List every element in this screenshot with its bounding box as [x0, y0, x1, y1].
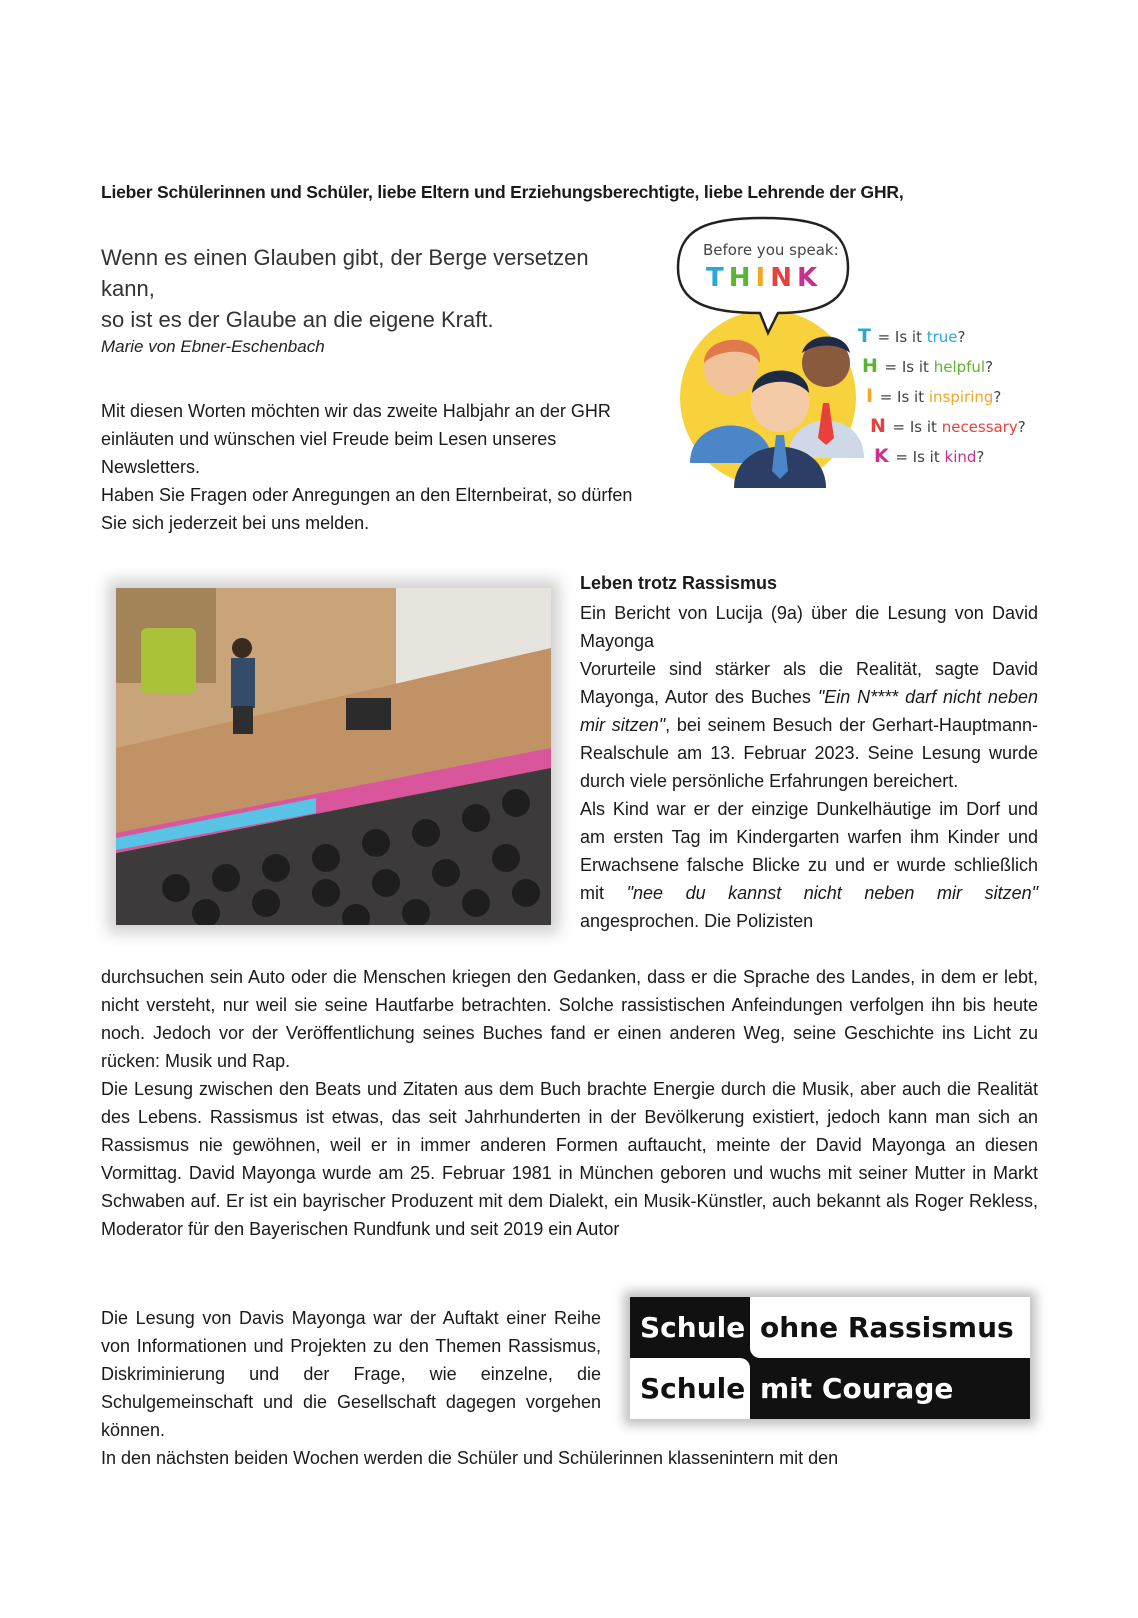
salutation: Lieber Schülerinnen und Schüler, liebe Eltern und Erziehungsberechtigte, liebe Lehrende der GHR, [101, 182, 904, 202]
event-photo [116, 588, 551, 925]
quote-citation: "nee du kannst nicht neben mir sitzen" [626, 883, 1038, 903]
think-letter: I [755, 263, 771, 293]
think-list-item: I = Is it inspiring? [866, 385, 1002, 407]
intro-text [101, 397, 641, 537]
article-text: , bei seinem Besuch der Gerhart-Hauptmann-Realschule am 13. Februar 2023. Seine Lesung wurde durch viele persönliche Erfahrungen bereichert. [580, 715, 1038, 791]
followup-last-line: In den nächsten beiden Wochen werden die Schüler und Schülerinnen klassenintern mit den [101, 1448, 839, 1468]
think-list [858, 325, 1038, 475]
article-text: Als Kind war er der einzige Dunkelhäutige im Dorf und am ersten Tag im Kindergarten warfen ihm Kinder und Erwachsene falsche Blicke zu und er wurde schließlich mit [580, 799, 1038, 903]
article-paragraph: durchsuchen sein Auto oder die Menschen kriegen den Gedanken, dass er die Sprache des Landes, in dem er lebt, nicht versteht, nur weil sie seine Hautfarbe betrachten. Solche rassistischen Anfeindungen verfolgen ihn bis heute noch. Jedoch vor der Veröffentlichung seines Buches fand er einen anderen Weg, seine Geschichte ins Licht zu rücken: Musik und Rap. [101, 967, 1038, 1071]
book-title: "Ein N**** darf nicht neben mir sitzen" [580, 687, 1038, 735]
think-letter: T [706, 263, 729, 293]
article-text: Vorurteile sind stärker als die Realität, sagte David Mayonga, Autor des Buches [580, 659, 1038, 707]
article-text: angesprochen. Die Polizisten [580, 911, 814, 931]
think-list-item: N = Is it necessary? [870, 415, 1026, 437]
think-graphic [668, 213, 1038, 493]
article-paragraph [580, 795, 1038, 935]
article-column [580, 599, 1038, 935]
article-title: Leben trotz Rassismus [580, 573, 778, 593]
followup-paragraph: Die Lesung von Davis Mayonga war der Auftakt einer Reihe von Informationen und Projekten zu den Themen Rassismus, Diskriminierung und der Frage, wie einzelne, die Schulgemeinschaft und die Gesellschaft dagegen vorgehen können. [101, 1308, 601, 1440]
logo-word: mit Courage [750, 1358, 1030, 1419]
think-list-item: T = Is it true? [858, 325, 966, 347]
article-byline: Ein Bericht von Lucija (9a) über die Lesung von David Mayonga [580, 603, 1038, 651]
logo-word: Schule [630, 1297, 750, 1358]
schule-ohne-rassismus-logo [630, 1297, 1030, 1419]
think-letter: K [796, 263, 823, 293]
article-continuation [101, 963, 1038, 1243]
quote-author: Marie von Ebner-Eschenbach [101, 337, 325, 356]
article-paragraph: Die Lesung zwischen den Beats und Zitaten aus dem Buch brachte Energie durch die Musik, aber auch die Realität des Lebens. Rassismus ist etwas, das seit Jahrhunderten in der Bevölkerung existiert, jedoch kann man sich an Rassismus nie gewöhnen, weil er in immer anderen Formen auftaucht, meinte der David Mayonga an diesen Vormittag. David Mayonga wurde am 25. Februar 1981 in München geboren und wuchs mit seiner Mutter in Markt Schwaben auf. Er ist ein bayrischer Produzent mit dem Dialekt, ein Musik-Künstler, auch bekannt als Roger Rekless, Moderator für den Bayerischen Rundfunk und seit 2019 ein Autor [101, 1079, 1038, 1239]
think-list-item: K = Is it kind? [874, 445, 985, 467]
quote-line: Wenn es einen Glauben gibt, der Berge versetzen [101, 245, 589, 270]
think-letter: N [770, 263, 797, 293]
think-bubble-text: Before you speak: [703, 241, 839, 259]
followup-text [101, 1304, 601, 1444]
quote-line: so ist es der Glaube an die eigene Kraft. [101, 307, 494, 332]
think-word [706, 263, 822, 293]
intro-paragraph: Haben Sie Fragen oder Anregungen an den Elternbeirat, so dürfen Sie sich jederzeit bei uns melden. [101, 485, 633, 533]
logo-word: ohne Rassismus [750, 1297, 1030, 1358]
think-list-item: H = Is it helpful? [862, 355, 994, 377]
quote-line: kann, [101, 276, 155, 301]
quote [101, 242, 641, 335]
intro-paragraph: Mit diesen Worten möchten wir das zweite Halbjahr an der GHR einläuten und wünschen viel Freude beim Lesen unseres Newsletters. [101, 401, 611, 477]
think-letter: H [728, 263, 756, 293]
logo-word: Schule [630, 1358, 750, 1419]
article-paragraph [580, 655, 1038, 795]
